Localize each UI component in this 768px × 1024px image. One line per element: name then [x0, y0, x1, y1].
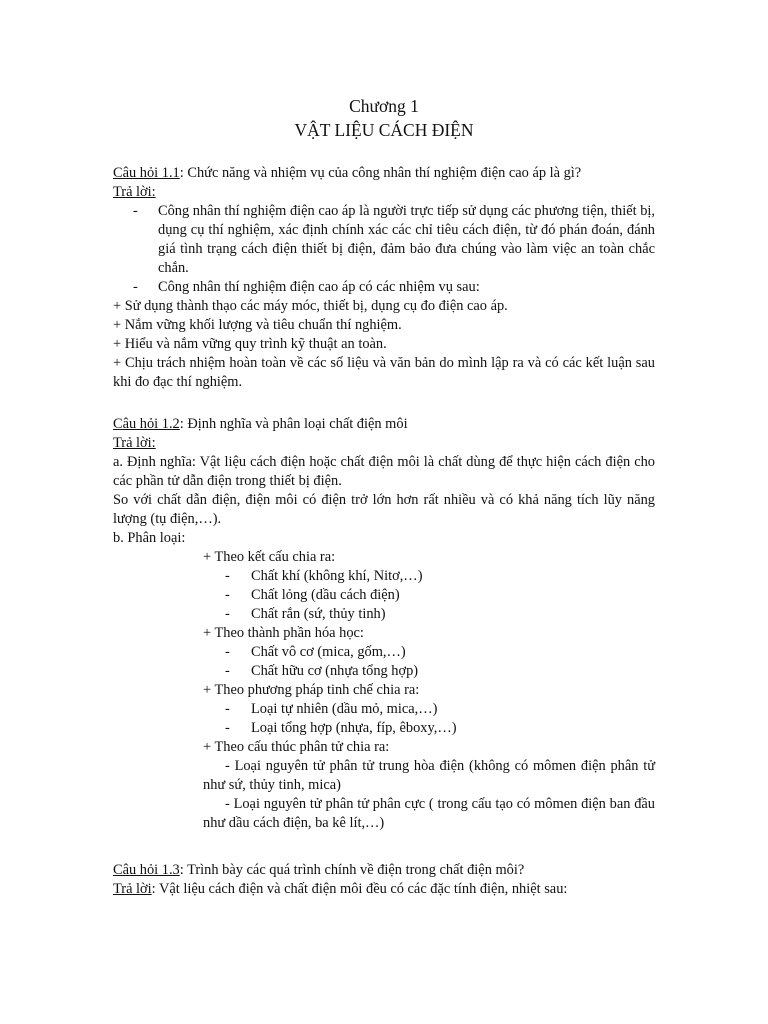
- question-label: Câu hỏi 1.1: [113, 165, 180, 181]
- chapter-title: VẬT LIỆU CÁCH ĐIỆN: [294, 120, 474, 140]
- list-item: - Loại nguyên tử phân tử trung hòa điện (không có mômen điện phân tử như sứ, thủy tinh, mica): [203, 758, 655, 793]
- question-1-1: [113, 164, 655, 392]
- list-item: - Chất lỏng (dầu cách điện): [225, 587, 400, 603]
- classification-heading: b. Phân loại:: [113, 530, 186, 546]
- answer-label: Trả lời: [113, 881, 152, 897]
- question-label: Câu hỏi 1.3: [113, 862, 180, 878]
- list-item: - Công nhân thí nghiệm điện cao áp có các nhiệm vụ sau:: [133, 279, 480, 295]
- list-item: + Nắm vững khối lượng và tiêu chuẩn thí nghiệm.: [113, 317, 402, 333]
- list-item: - Chất vô cơ (mica, gốm,…): [225, 644, 406, 660]
- list-item: - Công nhân thí nghiệm điện cao áp là người trực tiếp sử dụng các phương tiện, thiết bị, dụng cụ thí nghiệm, xác định chính xác các chỉ tiêu cách điện, từ đó phán đoán, đánh giá tình trạng cách điện thiết bị điện, đảm bảo đưa chúng vào làm việc an toàn chắc chắn.: [133, 203, 655, 276]
- list-item: - Chất khí (không khí, Nitơ,…): [225, 568, 423, 584]
- question-1-3: [113, 861, 655, 899]
- list-item: - Loại tự nhiên (dầu mỏ, mica,…): [225, 701, 438, 717]
- list-item: - Chất rắn (sứ, thủy tinh): [225, 606, 386, 622]
- question-label: Câu hỏi 1.2: [113, 416, 180, 432]
- answer-label: Trả lời:: [113, 184, 156, 200]
- answer-line: Trả lời: Vật liệu cách điện và chất điện môi đều có các đặc tính điện, nhiệt sau:: [113, 881, 568, 897]
- list-item: + Sử dụng thành thạo các máy móc, thiết bị, dụng cụ đo điện cao áp.: [113, 298, 508, 314]
- question-line: [113, 415, 655, 434]
- question-line: [113, 164, 655, 183]
- group-heading: + Theo kết cấu chia ra:: [203, 549, 336, 565]
- list-item: - Loại tổng hợp (nhựa, fíp, êboxy,…): [225, 720, 457, 736]
- question-text: : Trình bày các quá trình chính về điện trong chất điện môi?: [179, 862, 525, 878]
- comparison-paragraph: So với chất dẫn điện, điện môi có điện trở lớn hơn rất nhiều và có khả năng tích lũy năng lượng (tụ điện,…).: [113, 492, 655, 527]
- question-text: : Chức năng và nhiệm vụ của công nhân thí nghiệm điện cao áp là gì?: [179, 165, 582, 181]
- group-heading: + Theo cấu thúc phân tử chia ra:: [203, 739, 390, 755]
- list-item: - Chất hữu cơ (nhựa tổng hợp): [225, 663, 419, 679]
- group-heading: + Theo phương pháp tinh chế chia ra:: [203, 682, 420, 698]
- list-item: - Loại nguyên tử phân tử phân cực ( trong cấu tạo có mômen điện ban đầu như dầu cách điện, ba kê lít,…): [203, 796, 655, 831]
- question-text: : Định nghĩa và phân loại chất điện môi: [179, 416, 408, 432]
- chapter-heading: [0, 94, 768, 142]
- group-heading: + Theo thành phần hóa học:: [203, 625, 364, 641]
- question-line: [113, 861, 655, 880]
- chapter-number: Chương 1: [349, 96, 419, 116]
- answer-label: Trả lời:: [113, 435, 156, 451]
- list-item: + Hiểu và nắm vững quy trình kỹ thuật an toàn.: [113, 336, 387, 352]
- definition-paragraph: a. Định nghĩa: Vật liệu cách điện hoặc chất điện môi là chất dùng để thực hiện cách điện cho các phần tử dẫn điện trong thiết bị điện.: [113, 454, 655, 489]
- question-1-2: [113, 415, 655, 833]
- list-item: + Chịu trách nhiệm hoàn toàn về các số liệu và văn bản do mình lập ra và có các kết luận sau khi đo đạc thí nghiệm.: [113, 355, 655, 390]
